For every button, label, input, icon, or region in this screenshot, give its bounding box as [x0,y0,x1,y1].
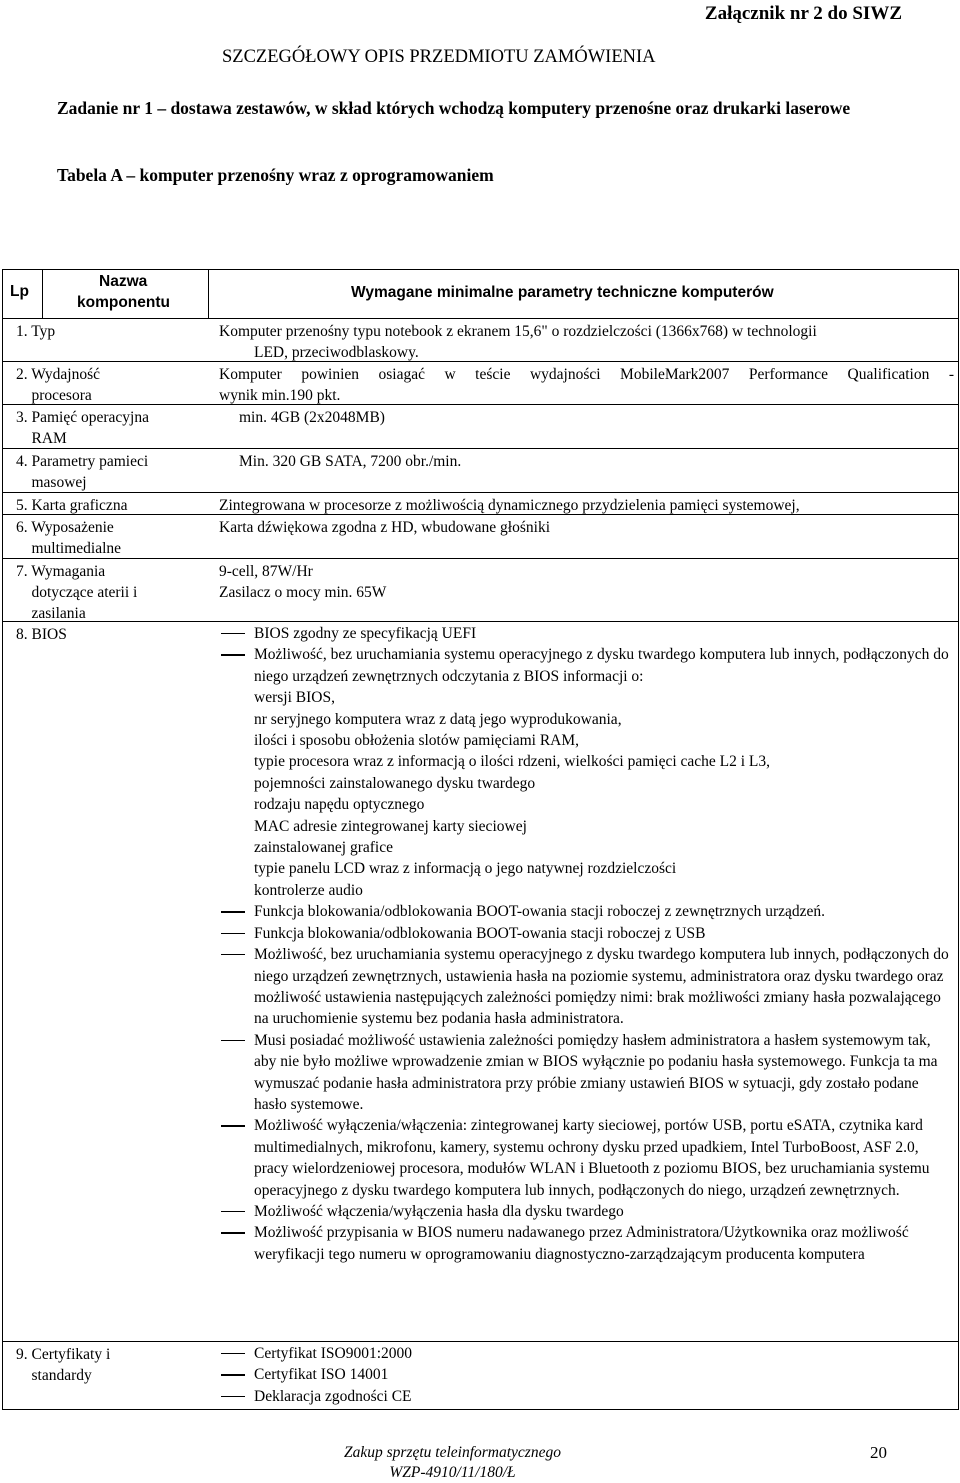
row-label: 8. BIOS [16,626,67,643]
row-label: 3. Pamięć operacyjna RAM [16,409,149,447]
certificates-list [208,1343,954,1407]
table-header [3,270,958,319]
list-item: Certyfikat ISO 14001 [208,1364,954,1385]
document-title: SZCZEGÓŁOWY OPIS PRZEDMIOTU ZAMÓWIENIA [222,47,656,67]
row-label: 1. Typ [16,323,56,340]
spec-table [2,269,959,1410]
row-value: Zintegrowana w procesorze z możliwością dynamicznego przydzielenia pamięci systemowej, [219,497,800,514]
list-item: Możliwość wyłączenia/włączenia: zintegrowanej karty sieciowej, portów USB, portu eSATA, czytnika kard multimedialnych, mikrofonu, kamery, systemu ochrony dysku przed upadkiem, Intel TurboBoost, ASF 2.0, pracy wielordzeniowej procesora, modułów WLAN i Bluetooth z poziomu BIOS, bez uruchamiania systemu operacyjnego z dysku twardego komputera lub innych, podłączonych do niego, urządzeń zewnętrznych. [208,1115,954,1201]
row-label: 4. Parametry pamieci masowej [16,453,149,491]
row-label: 6. Wyposażenie multimedialne [16,519,122,557]
header-name-2: komponentu [77,294,170,311]
table-title: Tabela A – komputer przenośny wraz z oprogramowaniem [57,165,494,185]
row-value: min. 4GB (2x2048MB) [239,409,385,426]
page-number: 20 [870,1443,887,1462]
table-row [3,558,958,622]
table-row [3,361,958,405]
list-item: Funkcja blokowania/odblokowania BOOT-owania stacji roboczej z USB [208,923,954,944]
table-row-certs [3,1341,958,1409]
row-label: 2. Wydajność procesora [16,366,101,404]
row-label: 5. Karta graficzna [16,497,128,514]
page-footer [344,1443,561,1483]
row-value: Komputer powinien osiagać w teście wydajności MobileMark2007 Performance Qualification - wynik min.190 pkt. [219,366,954,404]
table-row-bios [3,621,958,1342]
row-value: 9-cell, 87W/Hr Zasilacz o mocy min. 65W [219,563,387,601]
header-params: Wymagane minimalne parametry techniczne komputerów [351,284,774,301]
list-item: Musi posiadać możliwość ustawienia zależności pomiędzy hasłem administratora a hasłem systemowym tak, aby nie było możliwe wprowadzenie zmian w BIOS wyłącznie po podaniu hasła systemowego. Funkcja ta ma wymuszać podanie hasła administratora przy próbie zmiany ustawień BIOS w sytuacji, gdy zostało podane hasło systemowe. [208,1030,954,1116]
list-item: Możliwość, bez uruchamiania systemu operacyjnego z dysku twardego komputera lub innych, podłączonych do niego urządzeń zewnętrznych odczytania z BIOS informacji o: wersji BIOS, nr seryjnego komputera wraz z datą jego wyprodukowania, ilości i sposobu obłożenia slotów pamięciami RAM, typie procesora wraz z informacją o ilości rdzeni, wielkości pamięci cache L2 i L3, pojemności zainstalowanego dysku twardego rodzaju napędu optycznego MAC adresie zintegrowanej karty sieciowej zainstalowanej grafice typie panelu LCD wraz z informacją o jego natywnej rozdzielczości kontrolerze audio [208,644,954,901]
table-row [3,448,958,493]
attachment-label: Załącznik nr 2 do SIWZ [704,3,902,24]
header-name-1: Nazwa [99,273,148,290]
list-item: Certyfikat ISO9001:2000 [208,1343,954,1364]
row-value: Min. 320 GB SATA, 7200 obr./min. [239,453,462,470]
table-row [3,404,958,449]
list-item: Możliwość, bez uruchamiania systemu operacyjnego z dysku twardego komputera lub innych, podłączonych do niego urządzeń zewnętrznych, ustawienia hasła na poziomie systemu, administratora oraz dysku twardego oraz możliwość ustawienia następujących zależności pomiędzy nimi: brak możliwości zmiany hasła pozwalającego na uruchomienie systemu bez podania hasła administratora. [208,944,954,1030]
task-heading: Zadanie nr 1 – dostawa zestawów, w skład których wchodzą komputery przenośne oraz drukarki laserowe [57,98,851,118]
footer-line-1: Zakup sprzętu teleinformatycznego [344,1444,561,1461]
footer-line-2: WZP-4910/11/180/Ł [389,1464,516,1481]
table-row [3,318,958,362]
list-item: Możliwość włączenia/wyłączenia hasła dla dysku twardego [208,1201,954,1222]
list-item: Deklaracja zgodności CE [208,1386,954,1407]
table-row [3,514,958,559]
row-value: Komputer przenośny typu notebook z ekranem 15,6" o rozdzielczości (1366x768) w technologii LED, przeciwodblaskowy. [219,323,817,361]
table-row [3,492,958,515]
row-label: 9. Certyfikaty i standardy [16,1346,111,1384]
header-lp: Lp [10,283,29,300]
row-label: 7. Wymagania dotyczące aterii i zasilania [16,563,138,622]
list-item: BIOS zgodny ze specyfikacją UEFI [208,623,954,644]
row-value: Karta dźwiękowa zgodna z HD, wbudowane głośniki [219,519,551,536]
list-item: Możliwość przypisania w BIOS numeru nadawanego przez Administratora/Użytkownika oraz możliwość weryfikacji tego numeru w oprogramowaniu diagnostyczno-zarządzającym producenta komputera [208,1222,954,1265]
bios-requirements-list [208,623,954,1265]
list-item: Funkcja blokowania/odblokowania BOOT-owania stacji roboczej z zewnętrznych urządzeń. [208,901,954,922]
